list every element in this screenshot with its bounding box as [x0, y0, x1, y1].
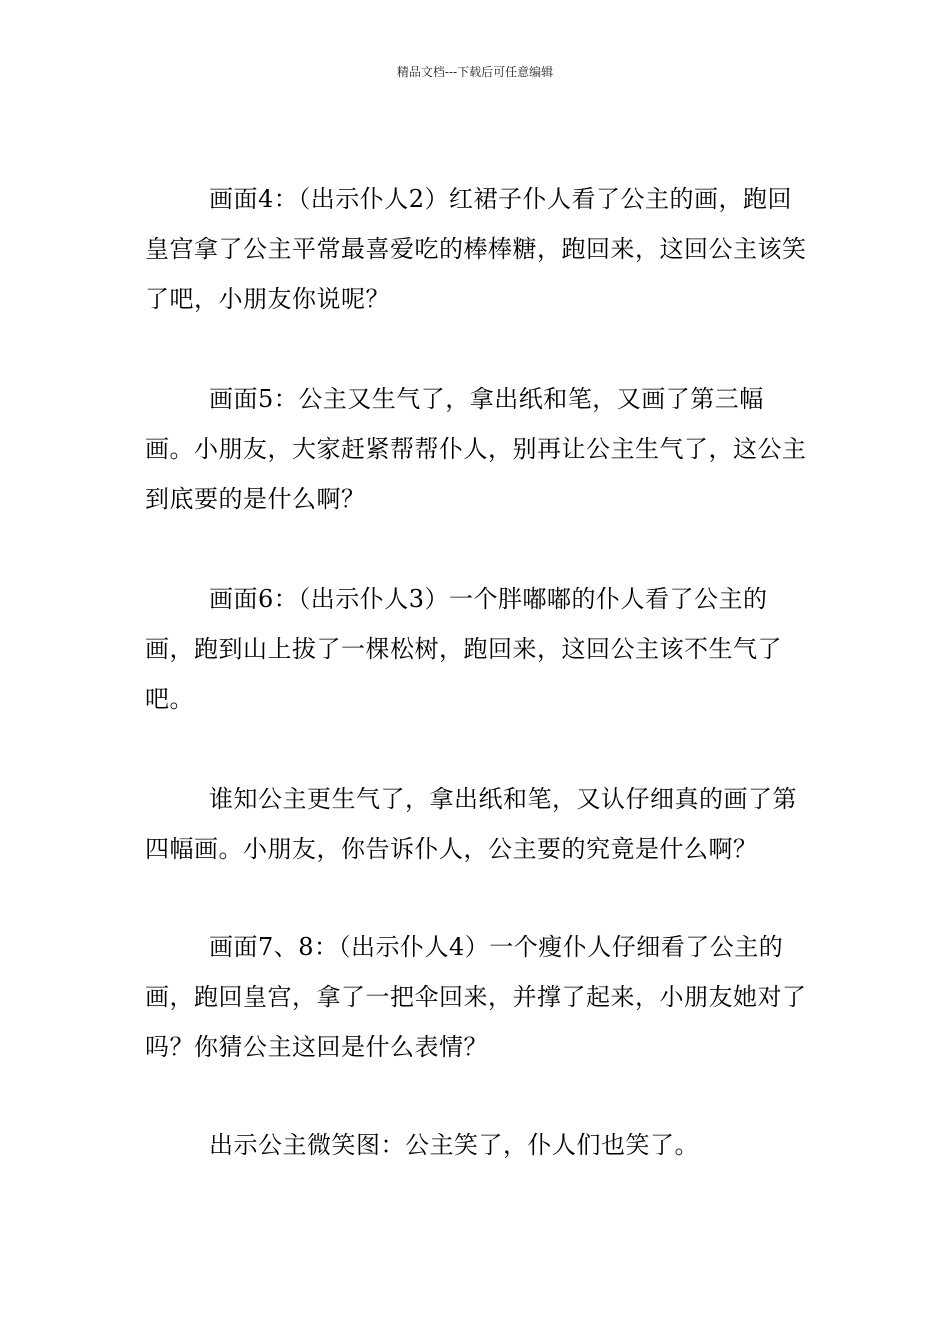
paragraph-scene-5: 画面5：公主又生气了，拿出纸和笔，又画了第三幅画。小朋友，大家赶紧帮帮仆人，别再让公主生气了，这公主到底要的是什么啊？ [145, 385, 807, 513]
paragraph-fourth-drawing: 谁知公主更生气了，拿出纸和笔，又认仔细真的画了第四幅画。小朋友，你告诉仆人，公主要的究竟是什么啊？ [145, 785, 797, 863]
paragraph-scene-6: 画面6：（出示仆人3）一个胖嘟嘟的仆人看了公主的画，跑到山上拔了一棵松树，跑回来，这回公主该不生气了吧。 [145, 585, 782, 713]
paragraph-scene-4: 画面4：（出示仆人2）红裙子仆人看了公主的画，跑回皇宫拿了公主平常最喜爱吃的棒棒糖，跑回来，这回公主该笑了吧，小朋友你说呢？ [145, 185, 807, 313]
paragraph-smile-picture: 出示公主微笑图：公主笑了，仆人们也笑了。 [209, 1131, 699, 1159]
page-header: 精品文档---下载后可任意编辑 [396, 65, 554, 79]
paragraph-scene-7-8: 画面7、8：（出示仆人4）一个瘦仆人仔细看了公主的画，跑回皇宫，拿了一把伞回来，并撑了起来，小朋友她对了吗？你猜公主这回是什么表情？ [145, 933, 807, 1061]
